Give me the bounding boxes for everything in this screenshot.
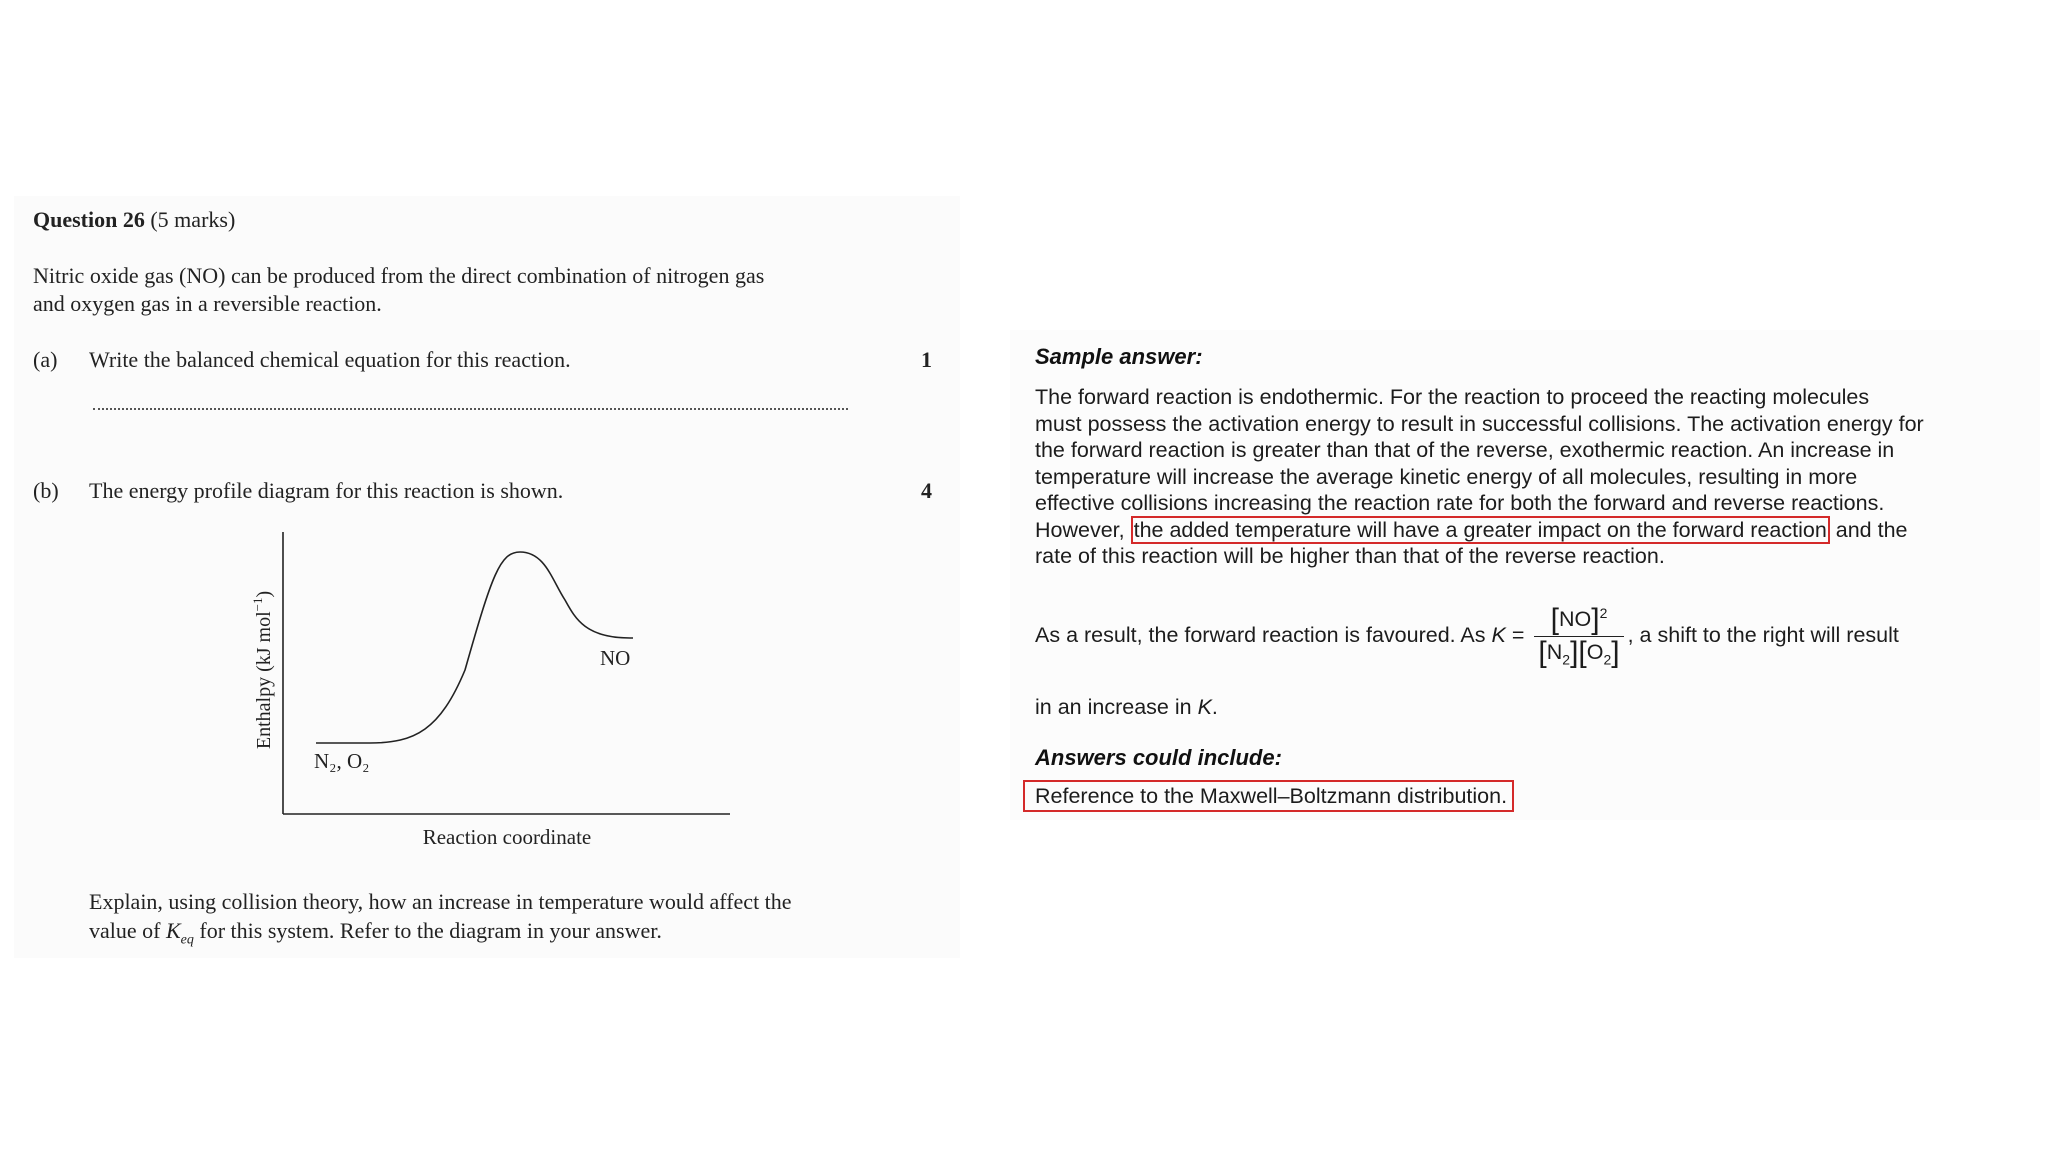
answer-line-dotted[interactable] bbox=[93, 408, 848, 410]
question-marks: (5 marks) bbox=[150, 207, 236, 232]
x-axis-label: Reaction coordinate bbox=[422, 825, 592, 849]
answer-line-7: rate of this reaction will be higher than that of the reverse reaction. bbox=[1035, 544, 1665, 568]
part-a-text: Write the balanced chemical equation for this reaction. bbox=[89, 347, 571, 372]
answer-line-5: effective collisions increasing the reaction rate for both the forward and reverse reactions. bbox=[1035, 491, 1885, 515]
question-title: Question 26 bbox=[33, 207, 145, 232]
question-intro-line-1: Nitric oxide gas (NO) can be produced from the direct combination of nitrogen gas bbox=[33, 263, 765, 288]
part-b-label: (b) bbox=[33, 478, 59, 503]
answer-line-2: must possess the activation energy to result in successful collisions. The activation energy for bbox=[1035, 411, 1924, 436]
question-heading bbox=[33, 206, 235, 234]
products-label: NO bbox=[600, 646, 631, 670]
equilibrium-expression: $\frac{[NO]^2}{[N_2][O_2]}$ bbox=[1534, 600, 1623, 672]
sample-answer-heading: Sample answer: bbox=[1035, 344, 1203, 369]
y-axis-label: Enthalpy (kJ mol$^{-1}$) bbox=[250, 590, 275, 750]
energy-profile-diagram bbox=[230, 520, 750, 860]
explain-line-2: value of $K_{eq}$ for this system. Refer to the diagram in your answer. bbox=[89, 918, 662, 948]
could-include-item: Reference to the Maxwell–Boltzmann distribution. bbox=[1023, 780, 1514, 812]
answer-line-1: The forward reaction is endothermic. For the reaction to proceed the reacting molecules bbox=[1035, 385, 1870, 409]
part-b-marks: 4 bbox=[921, 478, 932, 503]
answer-line-6: However, the added temperature will have a greater impact on the forward reaction and the bbox=[1035, 517, 1908, 542]
reactants-label: N₂, O₂ bbox=[314, 749, 370, 773]
answer-line-3: the forward reaction is greater than that of the reverse, exothermic reaction. An increase in bbox=[1035, 438, 1895, 462]
part-a-label: (a) bbox=[33, 347, 58, 372]
energy-curve bbox=[316, 552, 633, 743]
part-b-text: The energy profile diagram for this reaction is shown. bbox=[89, 478, 564, 503]
explain-line-1: Explain, using collision theory, how an increase in temperature would affect the bbox=[89, 889, 792, 914]
answer-result-line: As a result, the forward reaction is favoured. As K = $\frac{[NO]^2}{[N_2][O_2]}$ , a shift to the right will result bbox=[1035, 600, 1899, 672]
part-a-marks: 1 bbox=[921, 347, 932, 372]
answer-line-4: temperature will increase the average kinetic energy of all molecules, resulting in more bbox=[1035, 464, 1858, 489]
could-include-heading: Answers could include: bbox=[1035, 745, 1282, 770]
answer-result-line-2: in an increase in K. bbox=[1035, 695, 1218, 719]
question-intro-line-2: and oxygen gas in a reversible reaction. bbox=[33, 291, 382, 316]
highlighted-phrase: the added temperature will have a greater impact on the forward reaction bbox=[1131, 516, 1830, 544]
